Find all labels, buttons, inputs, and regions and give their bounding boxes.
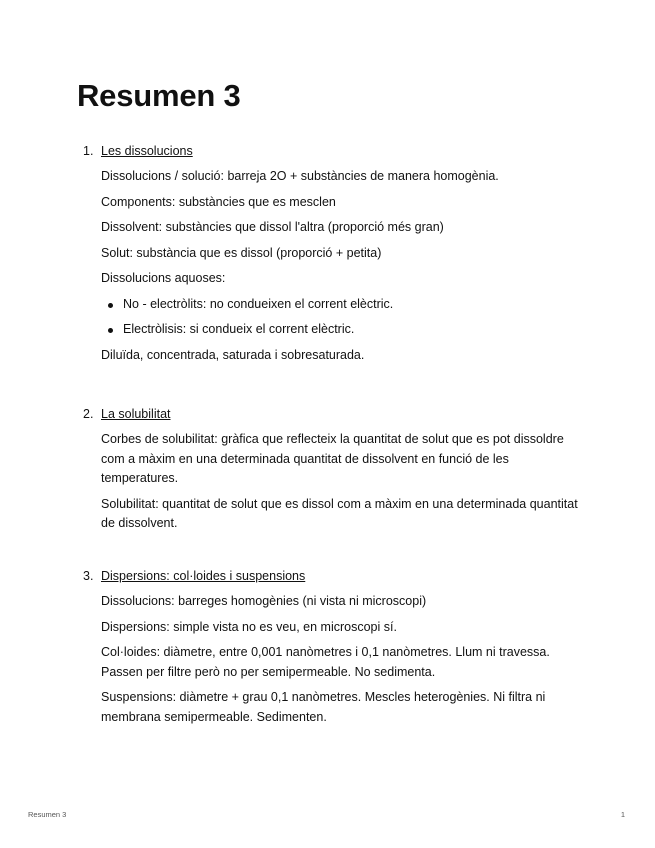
section-heading [77, 404, 582, 424]
paragraph: Diluïda, concentrada, saturada i sobresaturada. [101, 347, 365, 362]
paragraph: Solut: substància que es dissol (proporció + petita) [101, 245, 382, 260]
page-title: Resumen 3 [77, 78, 241, 113]
paragraph: Corbes de solubilitat: gràfica que reflecteix la quantitat de solut que es pot dissoldre com a màxim en una determinada quantitat de dissolvent en funció de les temperatures. [101, 432, 564, 485]
paragraph: Components: substàncies que es mesclen [101, 194, 336, 209]
section-title: La solubilitat [101, 407, 171, 421]
paragraph: Solubilitat: quantitat de solut que es dissol com a màxim en una determinada quantitat de dissolvent. [101, 496, 578, 530]
paragraph: Suspensions: diàmetre + grau 0,1 nanòmetres. Mescles heterogènies. Ni filtra ni membrana semipermeable. Sedimenten. [101, 690, 546, 724]
section-title: Dispersions: col·loides i suspensions [101, 569, 306, 583]
section-dispersions [77, 566, 582, 727]
paragraph: Dissolvent: substàncies que dissol l'altra (proporció més gran) [101, 220, 444, 234]
section-number: 3. [83, 569, 94, 583]
bullet-text: No - electròlits: no condueixen el corrent elèctric. [123, 296, 394, 311]
paragraph: Dissolucions: barreges homogènies (ni vista ni microscopi) [101, 594, 427, 608]
bullet-dot-icon [108, 303, 113, 308]
section-title: Les dissolucions [101, 144, 193, 158]
bullet-item [101, 320, 582, 340]
section-number: 1. [83, 144, 94, 158]
section-heading [77, 141, 582, 161]
paragraph: Dissolucions / solució: barreja 2O + substàncies de manera homogènia. [101, 169, 499, 183]
bullet-list [101, 295, 582, 340]
section-number: 2. [83, 407, 94, 421]
section-la-solubilitat [77, 404, 582, 534]
paragraph: Dispersions: simple vista no es veu, en microscopi sí. [101, 619, 397, 634]
bullet-dot-icon [108, 328, 113, 333]
paragraph: Col·loides: diàmetre, entre 0,001 nanòmetres i 0,1 nanòmetres. Llum ni travessa. Passen per filtre però no per semipermeable. No sedimenta. [101, 645, 550, 679]
footer-page-number: 1 [620, 810, 625, 819]
paragraph: Dissolucions aquoses: [101, 271, 226, 285]
section-heading [77, 566, 582, 586]
bullet-item [101, 295, 582, 315]
bullet-text: Electròlisis: si condueix el corrent elèctric. [123, 322, 355, 336]
section-les-dissolucions [77, 141, 582, 365]
footer-document-title: Resumen 3 [28, 810, 67, 819]
